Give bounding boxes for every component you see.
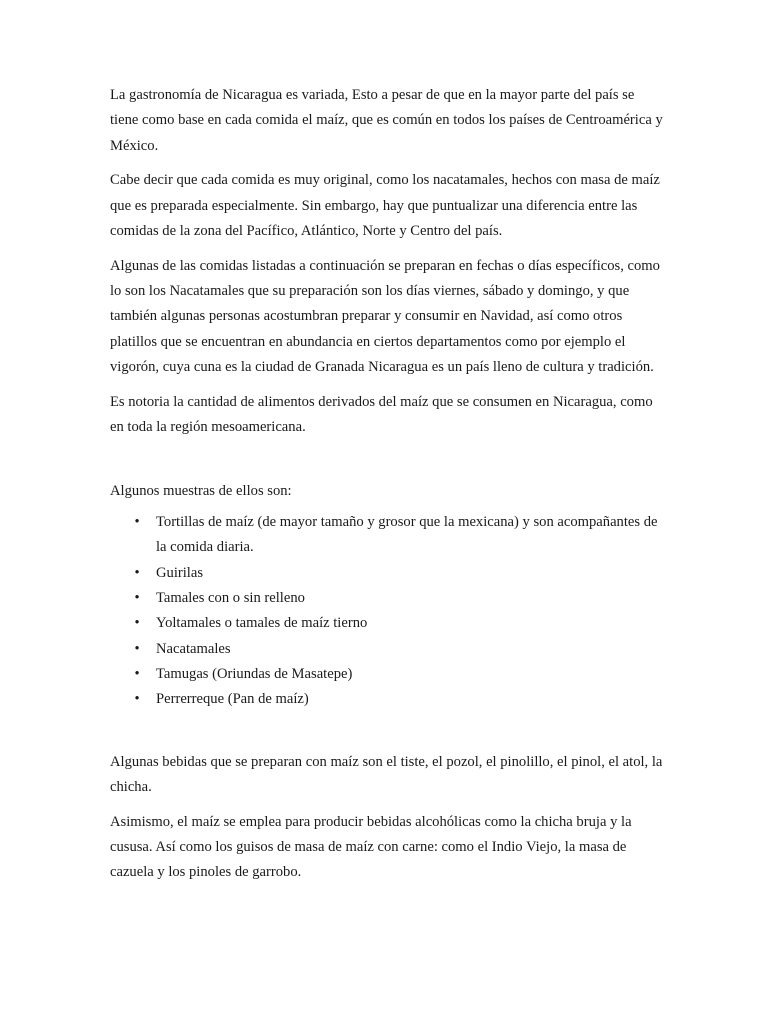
list-item-text: Tamales con o sin relleno (156, 590, 305, 607)
bullet-icon: • (134, 691, 140, 708)
bullet-icon: • (134, 615, 140, 632)
paragraph-alcoholic-drinks: Asimismo, el maíz se emplea para producir bebidas alcohólicas como la chicha bruja y la cususa. Así como los guisos de masa de maíz con carne: como el Indio Viejo, la masa de cazuela y los pinoles de garrobo. (110, 813, 632, 881)
document-body (110, 83, 666, 895)
paragraph-intro: La gastronomía de Nicaragua es variada, Esto a pesar de que en la mayor parte del país se tiene como base en cada comida el maíz, que es común en todos los países de Centroamérica y México. (110, 87, 663, 154)
list-item (110, 510, 666, 561)
list-item-text: Nacatamales (156, 640, 231, 657)
bullet-icon: • (134, 665, 140, 682)
list-item (110, 687, 666, 712)
paragraph-drinks: Algunas bebidas que se preparan con maíz son el tiste, el pozol, el pinolillo, el pinol, el atol, la chicha. (110, 753, 663, 795)
list-item-text: Tamugas (Oriundas de Masatepe) (156, 665, 353, 682)
list-intro: Algunos muestras de ellos son: (110, 482, 292, 499)
list-item (110, 586, 666, 611)
paragraph-maize-foods: Es notoria la cantidad de alimentos derivados del maíz que se consumen en Nicaragua, como en toda la región mesoamericana. (110, 393, 653, 436)
bullet-icon: • (134, 514, 140, 531)
bullet-icon: • (134, 590, 140, 607)
list-item-text: Guirilas (156, 564, 204, 581)
list-item-text: Perrerreque (Pan de maíz) (156, 691, 309, 708)
blank-line (110, 450, 666, 479)
list-item (110, 611, 666, 636)
list-item (110, 561, 666, 586)
food-list (110, 510, 666, 712)
blank-line (110, 713, 666, 750)
list-item-text: Yoltamales o tamales de maíz tierno (156, 615, 368, 632)
bullet-icon: • (134, 564, 140, 581)
bullet-icon: • (134, 640, 140, 657)
list-item (110, 637, 666, 662)
paragraph-specific-dates: Algunas de las comidas listadas a continuación se preparan en fechas o días específicos, como lo son los Nacatamales que su preparación son los días viernes, sábado y domingo, y que también algunas personas acostumbran preparar y consumir en Navidad, así como otros platillos que se encuentran en abundancia en ciertos departamentos como por ejemplo el vigorón, cuya cuna es la ciudad de Granada Nicaragua es un país lleno de cultura y tradición. (110, 257, 660, 375)
paragraph-original-dishes: Cabe decir que cada comida es muy original, como los nacatamales, hechos con masa de maíz que es preparada especialmente. Sin embargo, hay que puntualizar una diferencia entre las comidas de la zona del Pacífico, Atlántico, Norte y Centro del país. (110, 172, 660, 239)
list-item-text: Tortillas de maíz (de mayor tamaño y grosor que la mexicana) y son acompañantes de la comida diaria. (156, 514, 658, 556)
list-item (110, 662, 666, 687)
